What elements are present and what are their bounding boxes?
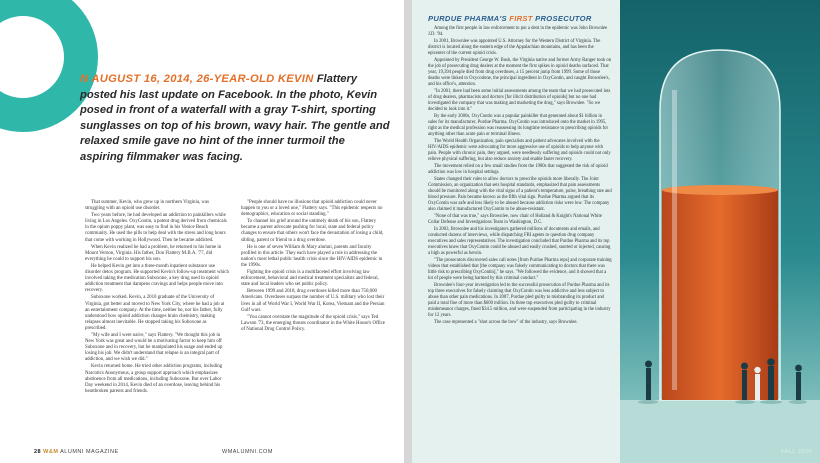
sidebar-title-b: FIRST <box>509 14 533 23</box>
body-paragraph: Two years before, he had developed an addiction to painkillers while living in Los Angeles. OxyContin, a potent drug derived from chemicals in the opium poppy plant, was easy to find in his Venice Beach community. He used the pills to help deal with the stress and long hours that come with working in Hollywood. Then he became addicted. <box>85 213 227 243</box>
illustration-art <box>620 0 820 463</box>
folio-right: FALL 2020 <box>781 449 812 455</box>
website-footer: WMALUMNI.COM <box>222 449 273 455</box>
sidebar-paragraph: Among the first people in law enforcement to put a dent in the epidemic was John Brownlee J.D. '94. <box>428 26 608 37</box>
body-column-2 <box>241 200 385 396</box>
sidebar <box>412 0 620 463</box>
sidebar-paragraph: Appointed by President George W. Bush, the Virginia native and former Army Ranger took on the job of prosecuting drug dealers at the moment the first spikes in opioid deaths surfaced. That year, 19,394 people died from drug overdoses, a 15 percent jump from 1999. Some of those deaths were linked to Oxycodone, the principal ingredient in OxyContin, and caught Brownlee's, and his office's, attention. <box>428 58 612 87</box>
body-paragraph: "People should have no illusions that opioid addiction could never happen to you or a loved one," Flattery says. "This epidemic respects no demographics, education or social standing." <box>241 200 383 218</box>
sidebar-title-a: PURDUE PHARMA'S <box>428 14 507 23</box>
body-paragraph: Kevin returned home. He tried other addiction programs, including Narcotics Anonymous, a group support approach which emphasizes abstinence from all medications, including Suboxone. But over Labor Day weekend in 2014, Kevin died of an overdose, leaving behind his heartbroken parents and friends. <box>85 364 223 394</box>
body-paragraph: "My wife and I were naive," says Flattery. "We thought this job in New York was great and would be a motivating factor to keep him off Suboxone and in recovery, but he manipulated his usage and ended up losing his job. We didn't understand that relapse is an integral part of addiction, and we wish we did." <box>85 332 223 363</box>
body-columns <box>85 200 385 396</box>
body-paragraph: Fighting the opioid crisis is a multifaceted effort involving law enforcement, behavioral and medical treatment specialists and federal, state and local leaders who set public policy. <box>241 270 379 288</box>
magazine-label: ALUMNI MAGAZINE <box>60 449 119 455</box>
body-column-1 <box>85 200 229 396</box>
right-page <box>412 0 820 463</box>
left-page <box>0 0 404 463</box>
body-paragraph: He is one of seven William & Mary alumni, parents and faculty profiled in this article. They each have played a role in addressing the nation's most lethal public health crisis since the HIV/AIDS epidemic in the 1990s. <box>241 244 383 268</box>
folio-left <box>34 449 119 455</box>
body-paragraph: Between 1999 and 2018, drug overdoses killed more than 750,000 Americans. Overdoses surpass the number of U.S. military who lost their lives in all of World War I, World War II, Korea, Vietnam and the Persian Gulf wars. <box>241 289 385 313</box>
sidebar-paragraph: The movement relied on a few small studies from the 1980s that suggested the risk of opioid addiction was low in hospital settings. <box>428 164 608 175</box>
sidebar-paragraph: The World Health Organization, pain specialists and patient advocates involved with the HIV/AIDS epidemic were advocating for more aggressive use of opioids to help anyone with pain. People with chronic pain, they argued, were needlessly suffering and opioids could not only relieve physical suffering, but also reduce anxiety and enable faster recovery. <box>428 139 611 162</box>
pill-bottle-illustration <box>620 0 820 463</box>
sidebar-paragraph: "None of that was true," says Brownlee, now chair of Holland & Knight's National White Collar Defense and Investigations Team in Washington, D.C. <box>428 214 602 225</box>
sidebar-paragraph: The case represented a "shot across the bow" of the industry, says Brownlee. <box>434 320 578 325</box>
sidebar-paragraph: Brownlee's four-year investigation led to the successful prosecution of Purdue Pharma and its top three executives for falsely claiming that OxyContin was less addictive and less subject to abuse than other pain medications. In 2007, Purdue pled guilty to misbranding its product and paid a total fine of more than $600 million. Its three top executives pled guilty to criminal misdemeanor charges, fined $34.5 million, and were suspended from participating in the industry for 12 years. <box>428 283 611 318</box>
body-paragraph: To channel his grief around the untimely death of his son, Flattery became a parent advocate pushing for local, state and federal policy changes to ensure that others won't face the devastation of losing a child, sibling, parent or friend to a drug overdose. <box>241 219 384 243</box>
sidebar-paragraph: "In 2001, there had been some initial assessments among the team that we had prosecuted lots of drug dealers, pharmacists and doctors [for illicit distribution of opioids] but no one had investigated the company that was making and marketing the drug," says Brownlee. "So we decided to look into it." <box>428 89 611 112</box>
sidebar-paragraph: By the early 2000s, OxyContin was a popular painkiller that generated about $1 billion in sales for its manufacturer, Purdue Pharma. OxyContin was introduced onto the market in 1995, right as the medical profession was reassessing its longtime resistance to prescribing opioids for anything other than acute pain or terminal illness. <box>428 114 609 137</box>
sidebar-title <box>428 14 592 23</box>
sidebar-paragraph: In 2003, Brownlee and his investigators gathered millions of documents and emails, and conducted dozens of interviews, while dispatching FBI agents to question drug company executives and sales representatives. The investigation concluded that Purdue Pharma and its top executives knew that OxyContin could be abused and easily crushed, snorted or injected, causing a high as powerful as heroin. <box>428 227 611 256</box>
lead-first-line: N AUGUST 16, 2014, 26-YEAR-OLD KEVIN <box>80 73 314 85</box>
body-paragraph: Suboxone worked. Kevin, a 2010 graduate of the University of Virginia, got better and moved to New York City, where he had a job at an entertainment company. At the time, neither he, nor his father, fully understood how opioid addiction changes brain chemistry, making relapses almost inevitable. He stopped taking his Suboxone as prescribed. <box>85 295 225 331</box>
body-paragraph: That summer, Kevin, who grew up in northern Virginia, was struggling with an opioid use disorder. <box>85 200 210 212</box>
page-number: 28 <box>34 449 42 455</box>
body-paragraph: When Kevin realized he had a problem, he returned to his home in Mount Vernon, Virginia. His father, Don Flattery M.B.A. '77, did everything he could to support his son. <box>85 244 222 262</box>
sidebar-paragraph: "The prosecutors discovered sales call notes [from Purdue Pharma reps] and corporate training videos that established that [the company was falsely communicating to doctors that there was little risk to prescribing OxyContin]," he says. "We followed the evidence, and it showed that a lot of people were being harmed by this criminal conduct." <box>428 258 612 281</box>
lead-rest: Flattery posted his last update on Facebook. In the photo, Kevin posed in front of a waterfall with a gray T-shirt, sporting sunglasses on top of his brown, wavy hair. The gentle and relaxed smile gave no hint of the inner turmoil the aspiring filmmaker was facing. <box>80 73 390 163</box>
sidebar-body <box>428 26 612 327</box>
magazine-logo: W&M <box>43 449 59 455</box>
sidebar-paragraph: In 2001, Brownlee was appointed U.S. Attorney for the Western District of Virginia. The district is located along the eastern edge of the Appalachian mountains, and has been the epicenter of the current opioid crisis. <box>428 39 601 56</box>
lead-paragraph <box>80 72 390 166</box>
body-paragraph: He helped Kevin get into a three-month inpatient substance use disorder detox program. He supported Kevin's follow-up treatment which involved taking the medication Suboxone, a key drug used in opioid addiction treatment that dampens cravings and helps people move into recovery. <box>85 263 229 294</box>
sidebar-paragraph: States changed their rules to allow doctors to prescribe opioids more liberally. The Joint Commission, an organization that sets hospital standards, emphasized that pain assessments should be monitored along with the vital signs of a patient's temperature, pulse, breathing rate and blood pressure. Pain became known as the fifth vital sign. Purdue Pharma argued that its OxyContin was safe and less likely to be abused because addiction risks were low. The company also claimed it manufactured OxyContin to be abuse-resistant. <box>428 177 612 212</box>
sidebar-title-c: PROSECUTOR <box>535 14 592 23</box>
body-paragraph: "You cannot overstate the magnitude of the opioid crisis," says Ted Lawson '73, the emerging threats coordinator in the White House's Office of National Drug Control Policy. <box>241 314 385 332</box>
spine-gutter <box>404 0 412 463</box>
